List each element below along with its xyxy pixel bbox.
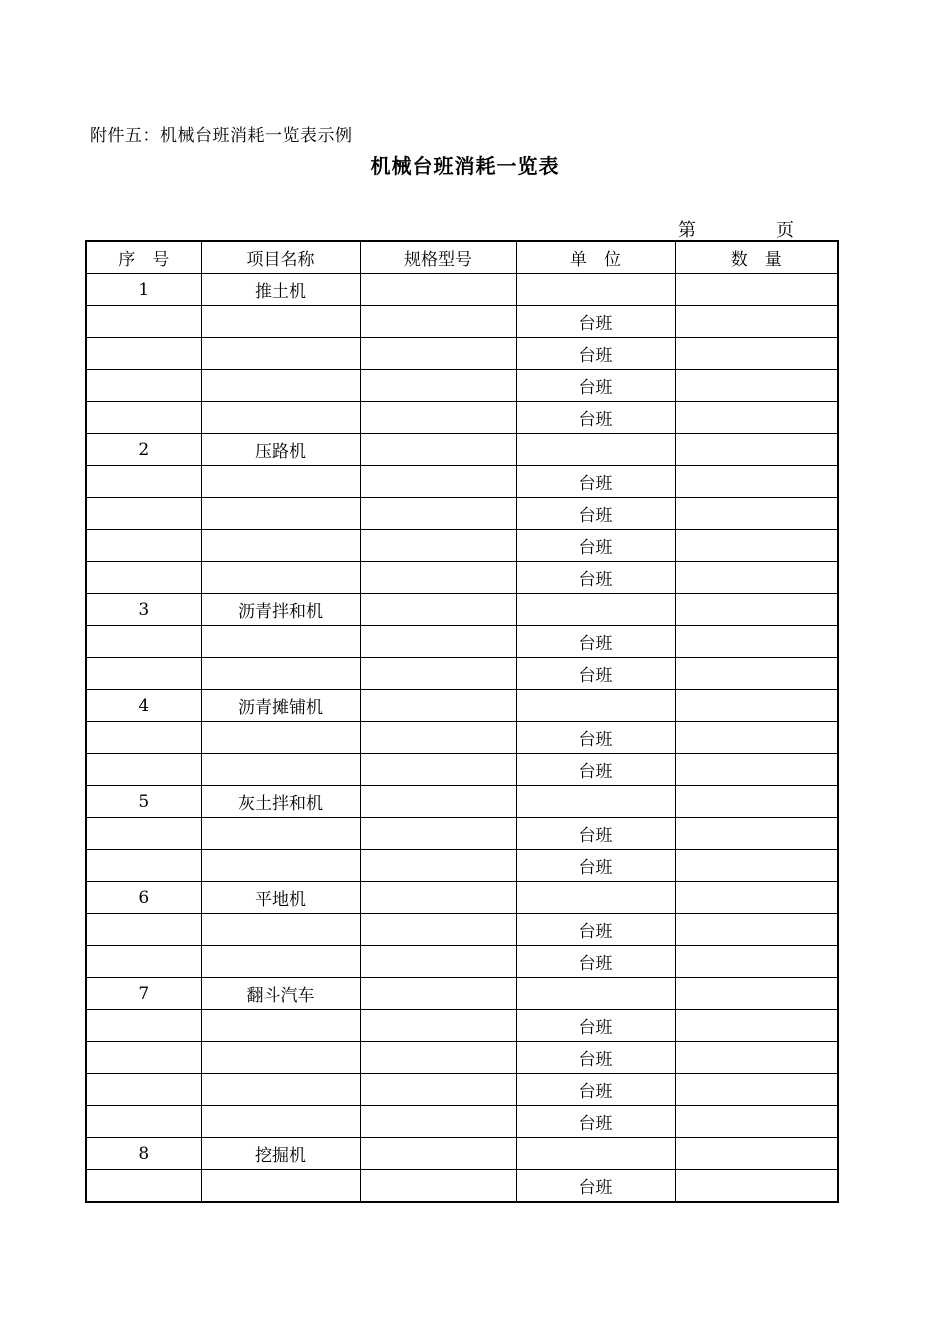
cell-spec — [360, 786, 516, 818]
cell-unit: 台班 — [516, 658, 675, 690]
cell-spec — [360, 818, 516, 850]
machine-shift-table — [85, 240, 839, 1203]
cell-seq — [86, 466, 201, 498]
cell-item-name — [201, 850, 360, 882]
cell-quantity — [675, 1074, 838, 1106]
cell-item-name — [201, 818, 360, 850]
cell-item-name — [201, 498, 360, 530]
cell-item-name — [201, 530, 360, 562]
cell-seq — [86, 658, 201, 690]
cell-quantity — [675, 1138, 838, 1170]
cell-quantity — [675, 626, 838, 658]
header-spec: 规格型号 — [360, 241, 516, 274]
cell-unit — [516, 434, 675, 466]
table-row — [86, 1106, 838, 1138]
cell-unit — [516, 978, 675, 1010]
cell-seq — [86, 1074, 201, 1106]
cell-quantity — [675, 530, 838, 562]
cell-seq — [86, 370, 201, 402]
cell-unit: 台班 — [516, 626, 675, 658]
cell-seq — [86, 498, 201, 530]
cell-item-name — [201, 946, 360, 978]
cell-unit: 台班 — [516, 466, 675, 498]
cell-spec — [360, 402, 516, 434]
cell-item-name: 翻斗汽车 — [201, 978, 360, 1010]
cell-item-name: 灰土拌和机 — [201, 786, 360, 818]
page-suffix: 页 — [776, 220, 794, 241]
cell-unit: 台班 — [516, 1042, 675, 1074]
cell-spec — [360, 274, 516, 306]
cell-spec — [360, 306, 516, 338]
table-row — [86, 338, 838, 370]
cell-seq: 4 — [86, 690, 201, 722]
table-row — [86, 754, 838, 786]
cell-unit: 台班 — [516, 498, 675, 530]
cell-item-name — [201, 370, 360, 402]
cell-quantity — [675, 562, 838, 594]
cell-unit — [516, 882, 675, 914]
cell-seq — [86, 850, 201, 882]
cell-spec — [360, 370, 516, 402]
cell-spec — [360, 1010, 516, 1042]
cell-quantity — [675, 1170, 838, 1203]
cell-spec — [360, 690, 516, 722]
cell-unit — [516, 690, 675, 722]
cell-seq — [86, 1106, 201, 1138]
table-row — [86, 1010, 838, 1042]
cell-seq — [86, 306, 201, 338]
cell-spec — [360, 594, 516, 626]
table-row — [86, 786, 838, 818]
cell-quantity — [675, 306, 838, 338]
cell-unit: 台班 — [516, 562, 675, 594]
table-row — [86, 818, 838, 850]
cell-spec — [360, 1106, 516, 1138]
cell-unit — [516, 786, 675, 818]
cell-item-name — [201, 466, 360, 498]
cell-spec — [360, 466, 516, 498]
cell-unit: 台班 — [516, 754, 675, 786]
table-row — [86, 434, 838, 466]
table-row — [86, 466, 838, 498]
cell-unit — [516, 1138, 675, 1170]
cell-item-name — [201, 562, 360, 594]
cell-quantity — [675, 658, 838, 690]
cell-quantity — [675, 370, 838, 402]
header-quantity: 数 量 — [675, 241, 838, 274]
cell-seq: 5 — [86, 786, 201, 818]
cell-unit: 台班 — [516, 818, 675, 850]
table-row — [86, 1042, 838, 1074]
cell-item-name — [201, 626, 360, 658]
table-row — [86, 498, 838, 530]
cell-spec — [360, 914, 516, 946]
cell-item-name — [201, 1074, 360, 1106]
cell-seq — [86, 754, 201, 786]
table-row — [86, 658, 838, 690]
cell-spec — [360, 626, 516, 658]
cell-seq — [86, 914, 201, 946]
cell-quantity — [675, 978, 838, 1010]
cell-spec — [360, 946, 516, 978]
cell-quantity — [675, 338, 838, 370]
table-row — [86, 1170, 838, 1203]
cell-quantity — [675, 1010, 838, 1042]
cell-spec — [360, 434, 516, 466]
table-row — [86, 1074, 838, 1106]
cell-item-name: 沥青拌和机 — [201, 594, 360, 626]
cell-item-name: 平地机 — [201, 882, 360, 914]
cell-unit: 台班 — [516, 1170, 675, 1203]
cell-seq — [86, 1042, 201, 1074]
header-row — [86, 241, 838, 274]
table-row — [86, 530, 838, 562]
cell-quantity — [675, 882, 838, 914]
cell-unit: 台班 — [516, 370, 675, 402]
cell-unit: 台班 — [516, 530, 675, 562]
cell-item-name: 沥青摊铺机 — [201, 690, 360, 722]
cell-unit: 台班 — [516, 306, 675, 338]
cell-item-name — [201, 914, 360, 946]
cell-seq: 8 — [86, 1138, 201, 1170]
page-title: 机械台班消耗一览表 — [370, 154, 560, 178]
cell-spec — [360, 1074, 516, 1106]
cell-unit — [516, 594, 675, 626]
cell-unit: 台班 — [516, 914, 675, 946]
cell-spec — [360, 850, 516, 882]
table-row — [86, 882, 838, 914]
cell-quantity — [675, 754, 838, 786]
cell-spec — [360, 1170, 516, 1203]
cell-seq: 6 — [86, 882, 201, 914]
cell-seq — [86, 626, 201, 658]
cell-spec — [360, 978, 516, 1010]
cell-item-name — [201, 1106, 360, 1138]
cell-seq — [86, 402, 201, 434]
cell-unit: 台班 — [516, 722, 675, 754]
cell-seq: 7 — [86, 978, 201, 1010]
attachment-label: 附件五：机械台班消耗一览表示例 — [90, 126, 353, 146]
table-row — [86, 562, 838, 594]
cell-unit — [516, 274, 675, 306]
cell-unit: 台班 — [516, 850, 675, 882]
cell-item-name — [201, 1042, 360, 1074]
cell-seq — [86, 1170, 201, 1203]
cell-unit: 台班 — [516, 1010, 675, 1042]
cell-quantity — [675, 850, 838, 882]
table-row — [86, 850, 838, 882]
table-row — [86, 722, 838, 754]
cell-item-name — [201, 402, 360, 434]
cell-spec — [360, 754, 516, 786]
cell-seq: 3 — [86, 594, 201, 626]
cell-item-name — [201, 754, 360, 786]
table-row — [86, 978, 838, 1010]
table-row — [86, 274, 838, 306]
cell-item-name — [201, 722, 360, 754]
cell-spec — [360, 338, 516, 370]
cell-unit: 台班 — [516, 946, 675, 978]
table-row — [86, 402, 838, 434]
cell-quantity — [675, 818, 838, 850]
cell-quantity — [675, 786, 838, 818]
cell-spec — [360, 562, 516, 594]
cell-seq — [86, 946, 201, 978]
header-item-name: 项目名称 — [201, 241, 360, 274]
cell-spec — [360, 658, 516, 690]
cell-seq: 1 — [86, 274, 201, 306]
cell-spec — [360, 1138, 516, 1170]
table-row — [86, 306, 838, 338]
cell-spec — [360, 882, 516, 914]
cell-unit: 台班 — [516, 1106, 675, 1138]
cell-quantity — [675, 402, 838, 434]
cell-quantity — [675, 434, 838, 466]
cell-quantity — [675, 690, 838, 722]
cell-quantity — [675, 1106, 838, 1138]
table-row — [86, 690, 838, 722]
table-body — [86, 274, 838, 1203]
table-row — [86, 946, 838, 978]
cell-spec — [360, 1042, 516, 1074]
table-row — [86, 626, 838, 658]
cell-seq — [86, 530, 201, 562]
header-unit: 单 位 — [516, 241, 675, 274]
cell-spec — [360, 498, 516, 530]
cell-seq — [86, 1010, 201, 1042]
cell-quantity — [675, 274, 838, 306]
page-prefix: 第 — [678, 220, 696, 241]
cell-seq — [86, 722, 201, 754]
cell-item-name — [201, 1010, 360, 1042]
cell-item-name: 挖掘机 — [201, 1138, 360, 1170]
cell-item-name — [201, 1170, 360, 1203]
cell-unit: 台班 — [516, 402, 675, 434]
table-row — [86, 594, 838, 626]
cell-quantity — [675, 498, 838, 530]
table-row — [86, 1138, 838, 1170]
cell-quantity — [675, 946, 838, 978]
table-row — [86, 914, 838, 946]
table-row — [86, 370, 838, 402]
cell-seq — [86, 338, 201, 370]
cell-unit: 台班 — [516, 338, 675, 370]
cell-seq — [86, 818, 201, 850]
cell-item-name: 推土机 — [201, 274, 360, 306]
cell-unit: 台班 — [516, 1074, 675, 1106]
cell-quantity — [675, 914, 838, 946]
cell-seq — [86, 562, 201, 594]
cell-item-name — [201, 658, 360, 690]
page-number-label — [678, 216, 794, 242]
header-seq: 序 号 — [86, 241, 201, 274]
cell-quantity — [675, 722, 838, 754]
cell-item-name: 压路机 — [201, 434, 360, 466]
cell-item-name — [201, 338, 360, 370]
cell-quantity — [675, 594, 838, 626]
cell-item-name — [201, 306, 360, 338]
cell-spec — [360, 722, 516, 754]
cell-quantity — [675, 466, 838, 498]
cell-quantity — [675, 1042, 838, 1074]
cell-spec — [360, 530, 516, 562]
cell-seq: 2 — [86, 434, 201, 466]
